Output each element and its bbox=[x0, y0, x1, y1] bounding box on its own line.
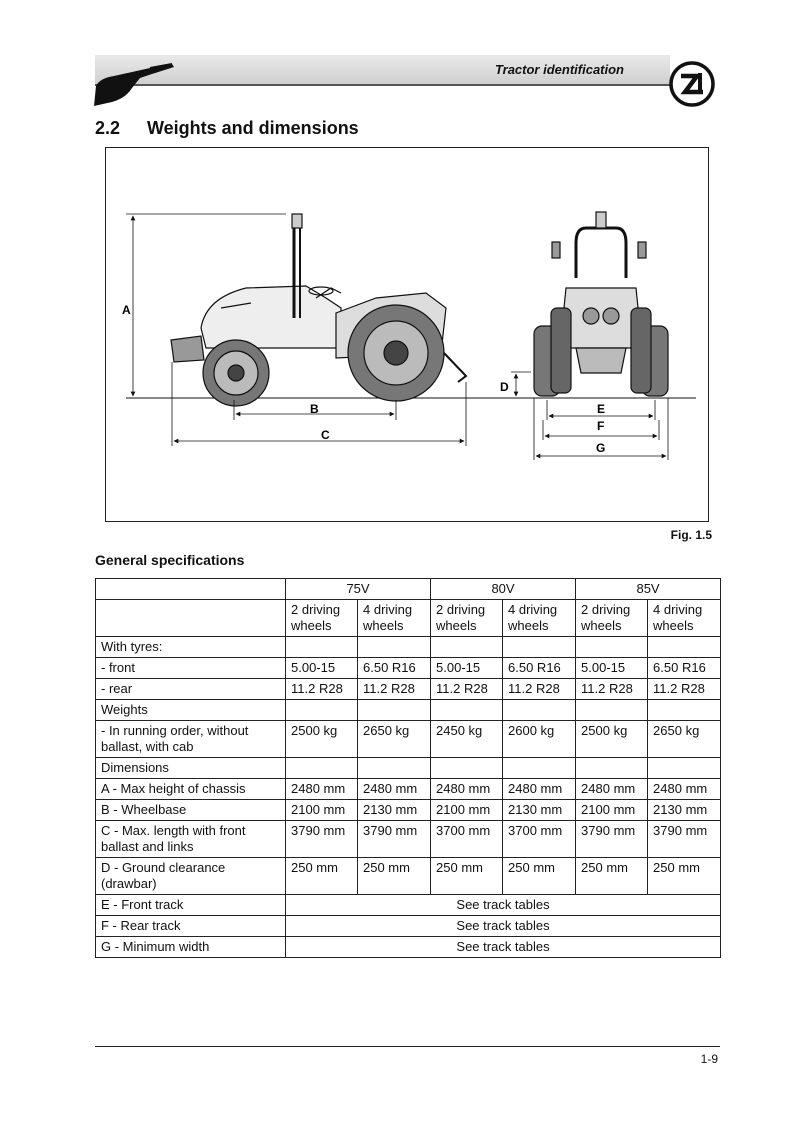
footer-rule bbox=[95, 1046, 720, 1047]
specs-table bbox=[95, 578, 721, 958]
value-cell: 250 mm bbox=[286, 858, 358, 895]
value-cell: 5.00-15 bbox=[431, 658, 503, 679]
value-cell: 11.2 R28 bbox=[576, 679, 648, 700]
value-cell: 2450 kg bbox=[431, 721, 503, 758]
value-cell: 3700 mm bbox=[431, 821, 503, 858]
table-row bbox=[96, 658, 721, 679]
table-row bbox=[96, 700, 721, 721]
value-cell: 250 mm bbox=[431, 858, 503, 895]
track-tables-note: See track tables bbox=[286, 895, 721, 916]
row-label: G - Minimum width bbox=[96, 937, 286, 958]
value-cell: 3700 mm bbox=[503, 821, 576, 858]
value-cell: 2480 mm bbox=[648, 779, 721, 800]
value-cell: 2130 mm bbox=[503, 800, 576, 821]
track-tables-note: See track tables bbox=[286, 937, 721, 958]
value-cell: 2130 mm bbox=[648, 800, 721, 821]
row-label: A - Max height of chassis bbox=[96, 779, 286, 800]
empty-cell bbox=[431, 637, 503, 658]
empty-cell bbox=[286, 637, 358, 658]
empty-cell bbox=[576, 700, 648, 721]
table-row bbox=[96, 821, 721, 858]
drive-label: 2 driving wheels bbox=[576, 600, 648, 637]
dimension-label-e: E bbox=[597, 402, 606, 416]
row-label: - rear bbox=[96, 679, 286, 700]
model-header-row bbox=[96, 579, 721, 600]
empty-cell bbox=[648, 637, 721, 658]
empty-cell bbox=[503, 637, 576, 658]
value-cell: 11.2 R28 bbox=[503, 679, 576, 700]
value-cell: 6.50 R16 bbox=[503, 658, 576, 679]
value-cell: 2500 kg bbox=[576, 721, 648, 758]
drive-header-row bbox=[96, 600, 721, 637]
drive-label: 4 driving wheels bbox=[503, 600, 576, 637]
empty-cell bbox=[503, 700, 576, 721]
row-label: With tyres: bbox=[96, 637, 286, 658]
value-cell: 5.00-15 bbox=[286, 658, 358, 679]
drive-label: 4 driving wheels bbox=[358, 600, 431, 637]
model-header-80v: 80V bbox=[431, 579, 576, 600]
pointing-hand-icon bbox=[92, 60, 177, 108]
empty-cell bbox=[358, 700, 431, 721]
value-cell: 6.50 R16 bbox=[358, 658, 431, 679]
value-cell: 2480 mm bbox=[503, 779, 576, 800]
value-cell: 2650 kg bbox=[358, 721, 431, 758]
value-cell: 2100 mm bbox=[286, 800, 358, 821]
dimension-label-g: G bbox=[596, 441, 606, 455]
empty-cell bbox=[648, 758, 721, 779]
value-cell: 11.2 R28 bbox=[431, 679, 503, 700]
empty-cell bbox=[358, 758, 431, 779]
value-cell: 2100 mm bbox=[576, 800, 648, 821]
section-title bbox=[95, 118, 359, 139]
empty-cell bbox=[358, 637, 431, 658]
table-row bbox=[96, 937, 721, 958]
header-title: Tractor identification bbox=[494, 62, 624, 77]
model-header-85v: 85V bbox=[576, 579, 721, 600]
track-tables-note: See track tables bbox=[286, 916, 721, 937]
value-cell: 2480 mm bbox=[358, 779, 431, 800]
table-row bbox=[96, 895, 721, 916]
drive-label: 2 driving wheels bbox=[431, 600, 503, 637]
figure-caption: Fig. 1.5 bbox=[670, 528, 712, 542]
section-title-text: Weights and dimensions bbox=[147, 118, 359, 138]
specs-heading: General specifications bbox=[95, 552, 245, 568]
empty-header-cell bbox=[96, 579, 286, 600]
row-label: D - Ground clearance (drawbar) bbox=[96, 858, 286, 895]
dimension-label-f: F bbox=[597, 419, 605, 433]
value-cell: 2100 mm bbox=[431, 800, 503, 821]
table-row bbox=[96, 679, 721, 700]
value-cell: 2650 kg bbox=[648, 721, 721, 758]
section-number: 2.2 bbox=[95, 118, 121, 138]
table-row bbox=[96, 858, 721, 895]
drive-label: 2 driving wheels bbox=[286, 600, 358, 637]
empty-cell bbox=[431, 758, 503, 779]
value-cell: 2480 mm bbox=[576, 779, 648, 800]
row-label: - In running order, without ballast, with cab bbox=[96, 721, 286, 758]
row-label: F - Rear track bbox=[96, 916, 286, 937]
value-cell: 250 mm bbox=[503, 858, 576, 895]
row-label: E - Front track bbox=[96, 895, 286, 916]
dimension-label-b: B bbox=[310, 402, 319, 416]
row-label: - front bbox=[96, 658, 286, 679]
value-cell: 5.00-15 bbox=[576, 658, 648, 679]
value-cell: 3790 mm bbox=[286, 821, 358, 858]
dimension-label-a: A bbox=[122, 303, 131, 317]
value-cell: 3790 mm bbox=[576, 821, 648, 858]
value-cell: 2480 mm bbox=[431, 779, 503, 800]
empty-cell bbox=[576, 637, 648, 658]
table-row bbox=[96, 637, 721, 658]
dimension-figure bbox=[105, 147, 709, 522]
value-cell: 250 mm bbox=[648, 858, 721, 895]
empty-header-cell bbox=[96, 600, 286, 637]
drive-label: 4 driving wheels bbox=[648, 600, 721, 637]
empty-cell bbox=[648, 700, 721, 721]
row-label: C - Max. length with front ballast and links bbox=[96, 821, 286, 858]
empty-cell bbox=[576, 758, 648, 779]
tractor-side-view bbox=[171, 214, 466, 406]
value-cell: 11.2 R28 bbox=[648, 679, 721, 700]
value-cell: 3790 mm bbox=[358, 821, 431, 858]
row-label: Weights bbox=[96, 700, 286, 721]
value-cell: 250 mm bbox=[576, 858, 648, 895]
dimension-label-c: C bbox=[321, 428, 330, 442]
row-label: B - Wheelbase bbox=[96, 800, 286, 821]
value-cell: 2600 kg bbox=[503, 721, 576, 758]
table-row bbox=[96, 916, 721, 937]
brand-logo-icon bbox=[667, 59, 717, 109]
table-row bbox=[96, 721, 721, 758]
value-cell: 3790 mm bbox=[648, 821, 721, 858]
empty-cell bbox=[286, 758, 358, 779]
table-row bbox=[96, 779, 721, 800]
empty-cell bbox=[503, 758, 576, 779]
header-rule bbox=[95, 84, 675, 86]
empty-cell bbox=[286, 700, 358, 721]
value-cell: 250 mm bbox=[358, 858, 431, 895]
value-cell: 2480 mm bbox=[286, 779, 358, 800]
value-cell: 2500 kg bbox=[286, 721, 358, 758]
value-cell: 11.2 R28 bbox=[358, 679, 431, 700]
value-cell: 2130 mm bbox=[358, 800, 431, 821]
tractor-dimension-drawing bbox=[106, 148, 708, 521]
empty-cell bbox=[431, 700, 503, 721]
table-row bbox=[96, 800, 721, 821]
value-cell: 6.50 R16 bbox=[648, 658, 721, 679]
model-header-75v: 75V bbox=[286, 579, 431, 600]
table-row bbox=[96, 758, 721, 779]
dimension-label-d: D bbox=[500, 380, 509, 394]
row-label: Dimensions bbox=[96, 758, 286, 779]
value-cell: 11.2 R28 bbox=[286, 679, 358, 700]
page-number: 1-9 bbox=[700, 1052, 718, 1066]
tractor-front-view bbox=[534, 212, 668, 396]
